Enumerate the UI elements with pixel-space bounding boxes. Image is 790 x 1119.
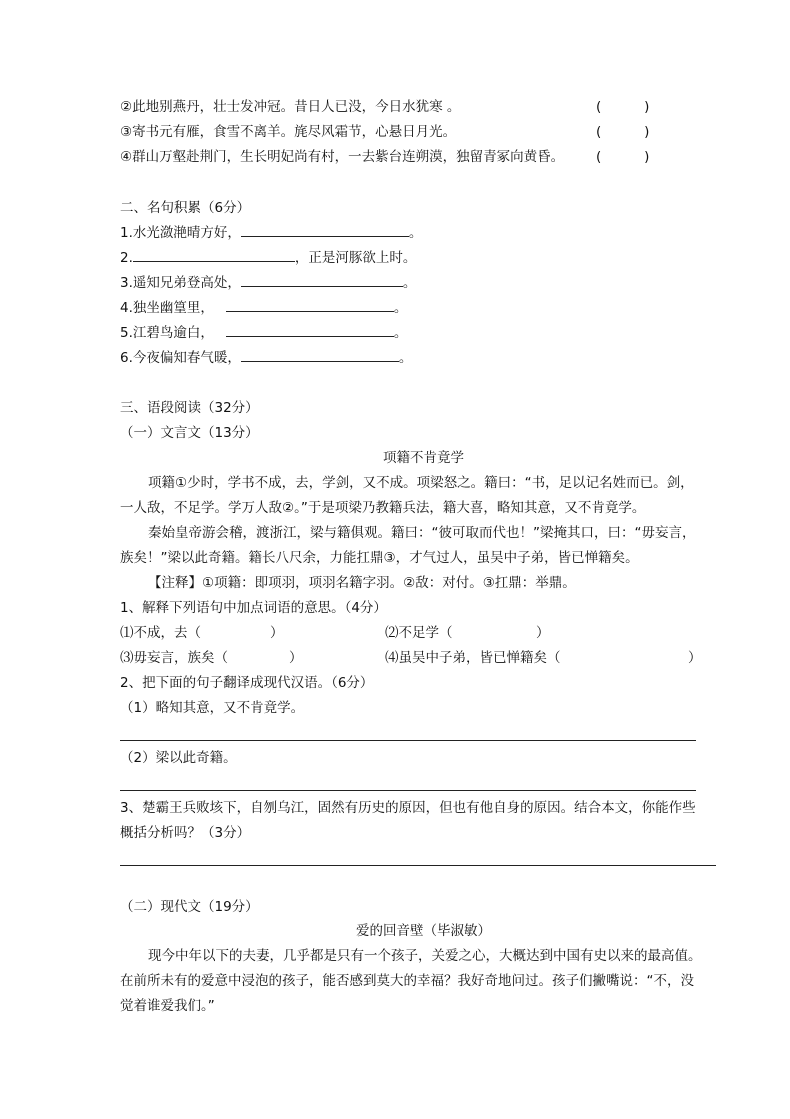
question-3-line-1: 3、楚霸王兵败垓下，自刎乌江，固然有历史的原因，但也有他自身的原因。结合本文，你能作些 <box>120 800 696 816</box>
part-2-heading: （二）现代文（19分） <box>120 899 259 915</box>
classical-para-1-line-1: 项籍①少时，学书不成，去，学剑，又不成。项梁怒之。籍曰：“书，足以记名姓而已。剑， <box>148 475 694 491</box>
classical-text-title: 项籍不肯竟学 <box>383 450 464 466</box>
fill-blank-4[interactable] <box>226 299 394 312</box>
question-2-stem: 2、把下面的句子翻译成现代汉语。（6分） <box>120 675 374 691</box>
fill-blank-5[interactable] <box>226 324 394 337</box>
fill-item-4-text: 4.独坐幽篁里， <box>120 300 214 316</box>
q1-item-d: ⑷虽吴中子弟，皆已惮籍矣（ <box>385 650 561 666</box>
fill-blank-1[interactable] <box>241 224 409 237</box>
fill-blank-3[interactable] <box>241 274 403 287</box>
question-3-line-2: 概括分析吗？（3分） <box>120 825 251 841</box>
q1-item-b-close[interactable]: ） <box>536 625 550 641</box>
fill-item-1-text: 1.水光潋滟晴方好， <box>120 225 241 241</box>
q1-item-c: ⑶毋妄言，族矣（ <box>120 650 228 666</box>
poem-line-3: ③寄书元有雁，食雪不离羊。旄尽风霜节，心悬日月光。 <box>120 124 457 140</box>
answer-paren-3[interactable]: ( ) <box>596 124 650 140</box>
fill-item-4-end: 。 <box>393 300 408 316</box>
fill-item-3-text: 3.遥知兄弟登高处， <box>120 275 241 291</box>
modern-para-line-2: 在前所未有的爱意中浸泡的孩子，能否感到莫大的幸福？我好奇地问过。孩子们撇嘴说：“不，没 <box>120 973 694 989</box>
q2-answer-line-2[interactable] <box>120 790 696 791</box>
question-1-stem: 1、解释下列语句中加点词语的意思。（4分） <box>120 600 387 616</box>
fill-item-4 <box>120 299 407 317</box>
q1-item-a-close[interactable]: ） <box>270 625 284 641</box>
fill-item-6-end: 。 <box>398 350 413 366</box>
q1-item-b: ⑵不足学（ <box>385 625 453 641</box>
modern-text-title: 爱的回音壁（毕淑敏） <box>356 923 491 939</box>
fill-item-1-end: 。 <box>408 225 423 241</box>
fill-item-6 <box>120 349 412 367</box>
section-3-heading: 三、语段阅读（32分） <box>120 400 259 416</box>
fill-item-5 <box>120 324 407 342</box>
fill-item-1 <box>120 224 422 242</box>
fill-item-2 <box>120 249 416 267</box>
q1-item-a: ⑴不成，去（ <box>120 625 201 641</box>
answer-paren-4[interactable]: ( ) <box>596 149 650 165</box>
part-1-heading: （一）文言文（13分） <box>120 425 259 441</box>
q1-item-d-close[interactable]: ） <box>688 650 702 666</box>
q2-answer-line-1[interactable] <box>120 740 696 741</box>
fill-item-6-text: 6.今夜偏知春气暖， <box>120 350 241 366</box>
annotation-note: 【注释】①项籍：即项羽，项羽名籍字羽。②敌：对付。③扛鼎：举鼎。 <box>148 575 576 591</box>
q2-sentence-2: （2）梁以此奇籍。 <box>120 750 237 766</box>
modern-para-line-1: 现今中年以下的夫妻，几乎都是只有一个孩子，关爱之心，大概达到中国有史以来的最高值。 <box>148 948 702 964</box>
classical-para-2-line-1: 秦始皇帝游会稽，渡浙江，梁与籍俱观。籍曰：“彼可取而代也！”梁掩其口，曰：“毋妄言， <box>148 525 696 541</box>
fill-blank-6[interactable] <box>241 349 399 362</box>
fill-item-3 <box>120 274 416 292</box>
fill-item-3-end: 。 <box>402 275 417 291</box>
poem-line-4: ④群山万壑赴荆门，生长明妃尚有村，一去紫台连朔漠，独留青冢向黄昏。 <box>120 149 565 165</box>
fill-item-2-end: ，正是河豚欲上时。 <box>294 250 417 266</box>
fill-item-5-end: 。 <box>393 325 408 341</box>
fill-item-2-text: 2. <box>120 250 133 266</box>
poem-line-2: ②此地别燕丹，壮士发冲冠。昔日人已没，今日水犹寒 。 <box>120 99 461 115</box>
modern-para-line-3: 觉着谁爱我们。” <box>120 998 215 1014</box>
fill-blank-2[interactable] <box>133 249 295 262</box>
classical-para-2-line-2: 族矣！”梁以此奇籍。籍长八尺余，力能扛鼎③，才气过人，虽吴中子弟，皆已惮籍矣。 <box>120 550 639 566</box>
fill-item-5-text: 5.江碧鸟逾白， <box>120 325 214 341</box>
q3-answer-line[interactable] <box>120 865 716 866</box>
q1-item-c-close[interactable]: ） <box>289 650 303 666</box>
q2-sentence-1: （1）略知其意，又不肯竟学。 <box>120 700 305 716</box>
classical-para-1-line-2: 一人敌，不足学。学万人敌②。”于是项梁乃教籍兵法，籍大喜，略知其意，又不肯竟学。 <box>120 500 646 516</box>
section-2-heading: 二、名句积累（6分） <box>120 200 251 216</box>
answer-paren-2[interactable]: ( ) <box>596 99 650 115</box>
